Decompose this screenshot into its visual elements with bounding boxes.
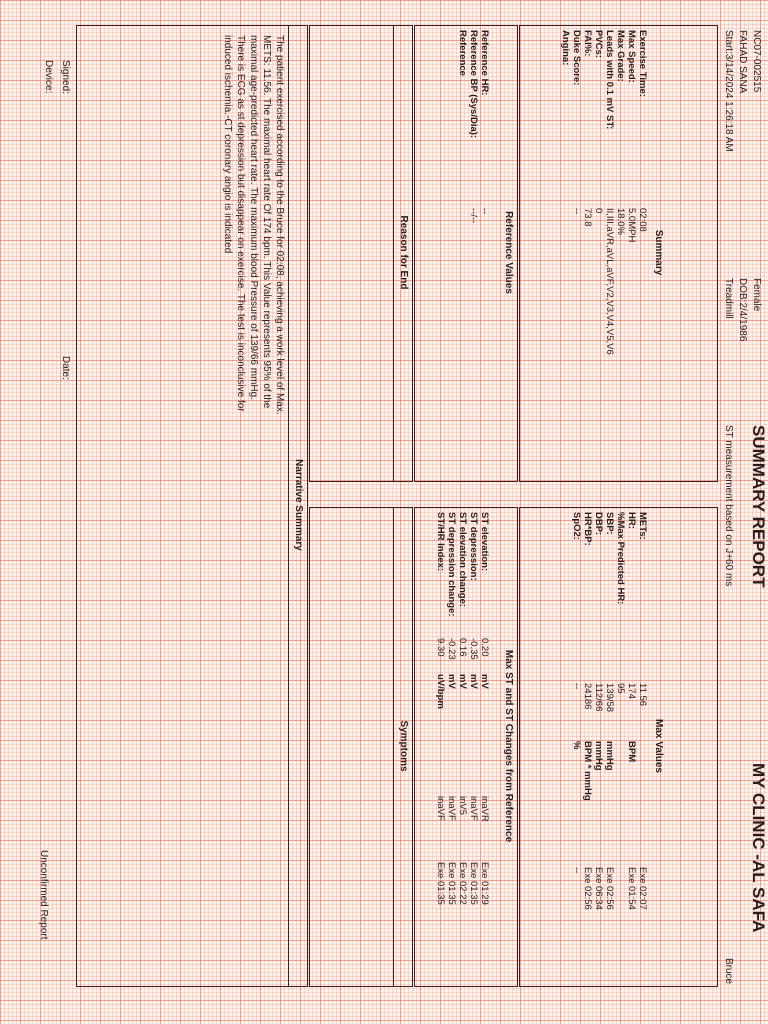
table-row (446, 512, 457, 911)
patient-sex: Female (751, 278, 762, 312)
st-label: ST depression change: (446, 512, 457, 617)
table-row (479, 512, 490, 911)
reference-label: Reference HR: (479, 30, 490, 96)
table-row (468, 512, 479, 911)
st-value: 0.16 (457, 638, 468, 657)
reference-value: -- (479, 208, 490, 215)
max-time: Exe 01:54 (626, 867, 637, 910)
clinic-name: MY CLINIC -AL SAFA (749, 763, 768, 933)
table-row (604, 512, 615, 916)
patient-dob: DOB:2/4/1986 (737, 278, 748, 342)
max-unit: BPM (626, 741, 637, 763)
table-row (582, 30, 593, 361)
st-lead: inaVF (468, 796, 479, 821)
summary-value (560, 208, 571, 361)
summary-label: Max Grade: (615, 30, 626, 82)
max-values-table (571, 512, 648, 916)
study-start: Start:3/14/2024 1:26:18 AM (723, 30, 734, 152)
reference-value (457, 208, 468, 229)
max-label: SpO2: (571, 512, 582, 540)
table-row (637, 512, 648, 916)
st-value: -0.35 (468, 638, 479, 660)
summary-value: -- (571, 208, 582, 215)
max-unit: mmHg (604, 741, 615, 771)
st-lead: inaVR (479, 796, 490, 822)
max-label: DBP: (593, 512, 604, 536)
table-row (468, 30, 479, 229)
symptoms-title: Symptoms (398, 720, 409, 772)
st-lead: inV5 (457, 796, 468, 816)
protocol: Bruce (723, 958, 734, 985)
table-row (435, 512, 446, 911)
max-time: Exe 02:56 (604, 867, 615, 910)
max-st-title: Max ST and ST Changes from Reference (503, 649, 514, 843)
summary-label: FAI%: (582, 30, 593, 57)
narrative-line: maximal age-predicted heart rate. The maximum blood Pressure of 139/66 mmHg. (248, 35, 259, 400)
symptoms-rule (393, 507, 394, 987)
max-unit (637, 741, 648, 867)
summary-value: 02:08 (637, 208, 648, 232)
summary-label: PVCs: (593, 30, 604, 58)
st-unit: mV (446, 674, 457, 689)
table-row (479, 30, 490, 229)
st-measurement: ST measurement based on J+60 ms (723, 425, 734, 587)
summary-label: Exercise Time: (637, 30, 648, 97)
max-values-title: Max Values (653, 719, 664, 773)
st-label: ST elevation: (479, 512, 490, 572)
table-row (457, 30, 468, 229)
patient-id: NC07-002515 (751, 30, 762, 93)
st-value: 0.20 (479, 638, 490, 657)
max-unit: mmHg (593, 741, 604, 771)
max-value: 112/66 (593, 683, 604, 712)
max-label: SBP: (604, 512, 615, 535)
reference-value: --/-- (468, 208, 479, 224)
narrative-text (221, 35, 286, 415)
reason-for-end-title: Reason for End (398, 215, 409, 290)
summary-title: Summary (653, 229, 664, 276)
st-value: -0.23 (446, 638, 457, 660)
reference-values-table (457, 30, 490, 229)
device-label: Device: (43, 60, 54, 94)
st-label: ST/HR Index: (435, 512, 446, 572)
max-time: Exe 06:34 (593, 867, 604, 910)
reference-label: Reference BP (Sys/Dia): (468, 30, 479, 139)
signed-label: Signed: (60, 60, 71, 94)
table-row (626, 30, 637, 361)
st-time: Exe 01:35 (446, 862, 457, 905)
table-row (593, 30, 604, 361)
summary-label: Duke Score: (571, 30, 582, 86)
max-unit: BPM * mmHg (582, 741, 593, 801)
narrative-line: induced ischemia.-CT coronary angio is indicated (222, 35, 233, 254)
max-time: -- (571, 867, 582, 874)
table-row (615, 30, 626, 361)
st-lead: inaVF (435, 796, 446, 821)
max-unit: % (571, 741, 582, 750)
st-unit: uV/bpm (435, 674, 446, 709)
max-value: -- (571, 683, 582, 690)
table-row (582, 512, 593, 916)
table-row (571, 512, 582, 916)
narrative-line: There is ECG as st depression but disappear on exercise. The test is inconclusive for (235, 35, 246, 412)
max-label: HR*BP: (582, 512, 593, 546)
page-title: SUMMARY REPORT (749, 425, 768, 588)
summary-label: Angina: (560, 30, 571, 66)
st-time: Exe 01:35 (468, 862, 479, 905)
max-value: 11.56 (637, 683, 648, 707)
date-label: Date: (60, 356, 71, 380)
narrative-rule (288, 25, 289, 987)
table-row (637, 30, 648, 361)
table-row (604, 30, 615, 361)
max-time: Exe 02:07 (637, 867, 648, 910)
summary-value: 18.0% (615, 208, 626, 235)
table-row (560, 30, 571, 361)
modality: Treadmill (723, 278, 734, 319)
max-label: METs: (637, 512, 648, 540)
max-time (615, 867, 626, 916)
st-value: 9.30 (435, 638, 446, 657)
patient-name: FAHAD SANA (737, 30, 748, 94)
max-value: 95 (615, 683, 626, 694)
summary-value: II,III,aVR,aVL,aVF,V2,V3,V4,V5,V6 (604, 208, 615, 355)
summary-table (560, 30, 648, 361)
max-label: %Max Predicted HR: (615, 512, 626, 605)
st-time: Exe 01:29 (479, 862, 490, 905)
st-time: Exe 02:22 (457, 862, 468, 905)
reason-for-end-rule (393, 25, 394, 482)
summary-value: 5.0MPH (626, 208, 637, 243)
max-st-table (435, 512, 490, 911)
st-label: ST elevation change: (457, 512, 468, 608)
st-label: ST depression: (468, 512, 479, 581)
table-row (571, 30, 582, 361)
max-value: 24186 (582, 683, 593, 710)
st-unit: mV (457, 674, 468, 689)
reference-values-title: Reference Values (503, 211, 514, 294)
table-row (593, 512, 604, 916)
st-lead: inaVF (446, 796, 457, 821)
max-unit (615, 741, 626, 867)
table-row (457, 512, 468, 911)
st-unit: mV (479, 674, 490, 689)
unconfirmed-report: Unconfirmed Report (38, 850, 49, 940)
st-time: Exe 01:35 (435, 862, 446, 905)
summary-value: 0 (593, 208, 604, 214)
max-value: 139/58 (604, 683, 615, 713)
max-label: HR: (626, 512, 637, 529)
reference-label: Reference (457, 30, 468, 76)
table-row (615, 512, 626, 916)
max-time: Exe 02:56 (582, 867, 593, 910)
narrative-line: METS: 11.56. The maximal heart rate Of 174 bpm. This Value represents 95% of the (261, 35, 272, 409)
summary-label: Leads with 0.1 mV ST: (604, 30, 615, 130)
summary-label: Max Speed: (626, 30, 637, 83)
summary-value: 73.8 (582, 208, 593, 227)
table-row (626, 512, 637, 916)
narrative-line: The patient exercised according to the Bruce for 02:08, achieving a work level of Max. (274, 35, 285, 415)
narrative-title: Narrative Summary (293, 459, 304, 551)
st-unit: mV (468, 674, 479, 689)
max-value: 174 (626, 683, 637, 699)
